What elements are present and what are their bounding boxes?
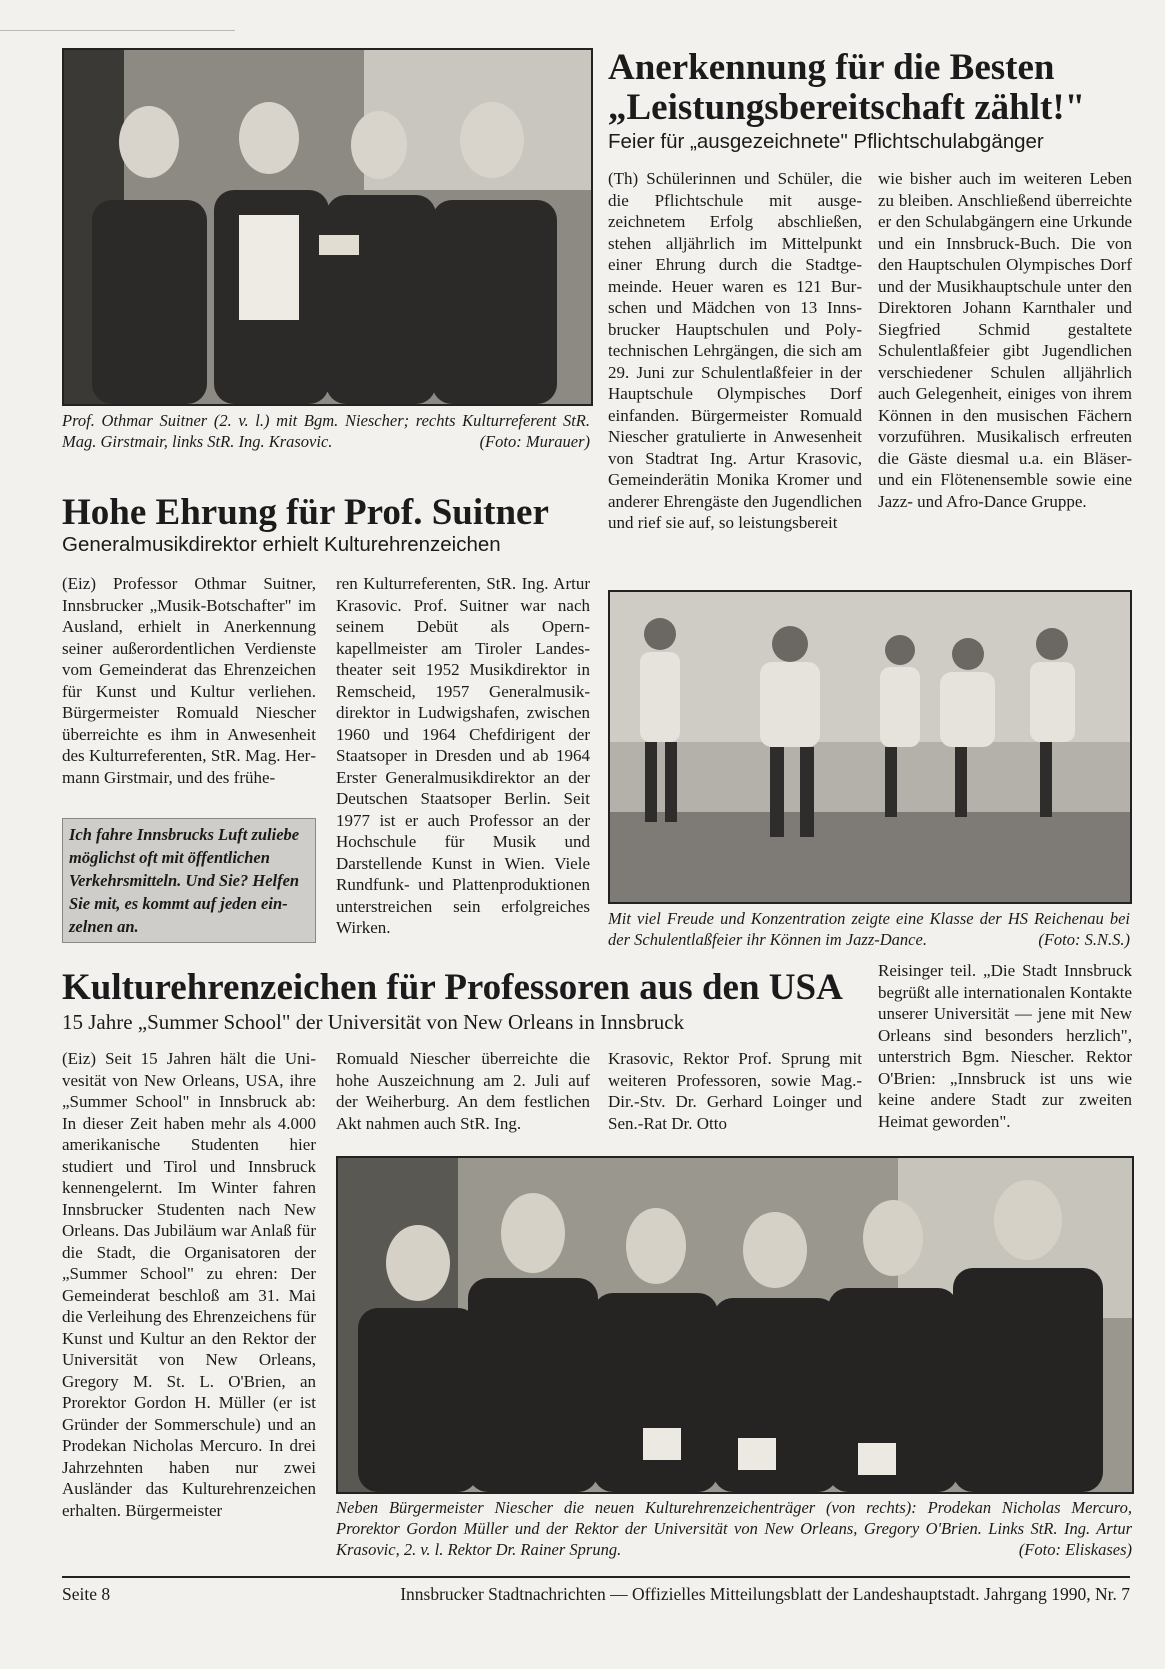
usa-column-1: (Eiz) Seit 15 Jahren hält die Univesität von New Orleans, USA, ihre „Summer School" in Innsbruck ab: In dieser Zeit haben mehr als 4.000 amerikanische Studenten hier studiert und Tirol und Innsbruck kennengelernt. Im Winter fahren Innsbrucker Studenten nach New Orleans. Das Jubiläum war Anlaß für die Stadt, die Organisatoren der „Summer School" zu ehren: Der Gemeinderat beschloß am 31. Mai die Verleihung des Ehrenzeichens für Kunst und Kultur an den Rektor der Universität von New Orleans, Gregory M. St. L. O'Brien, an Prorektor Gordon H. Müller (er ist Gründer der Sommerschule) und an Prodekan Nicholas Mercuro. In drei Jahrzehnten haben nur zwei Ausländer das Kulturehrenzeichen erhalten. Bürgermeister — [62, 1049, 316, 1520]
caption-suitner-text: Prof. Othmar Suitner (2. v. l.) mit Bgm. Niescher; rechts Kulturreferent StR. Mag. Girstmair, links StR. Ing. Krasovic. — [62, 411, 590, 451]
suitner-column-2: ren Kulturreferenten, StR. Ing. Artur Krasovic. Prof. Suitner war nach seinem Debüt als Opernkapellmeister am Tiroler Landestheater seit 1952 Musikdirektor in Remscheid, 1957 Generalmusikdirektor in Ludwigshafen, zwischen 1960 und 1964 Chefdirigent der Staatsoper in Dresden und ab 1964 Erster Generalmusikdirektor an der Deutschen Staatsoper Berlin. Seit 1977 ist er auch Professor an der Hochschule für Musik und Darstellende Kunst in Wien. Viele Rundfunk- und Plattenproduktionen unterstreichen sein erfolgreiches Wirken. — [336, 574, 590, 937]
usa-column-4: Reisinger teil. „Die Stadt Innsbruck begrüßt alle internationalen Kontakte unserer Universität — jene mit New Orleans sind besonders herzlich", unterstrich Bgm. Niescher. Rektor O'Brien: „Innsbruck ist uns wie keine andere Stadt zur zweiten Heimat geworden". — [878, 961, 1132, 1131]
besten-column-2: wie bisher auch im weiteren Leben zu bleiben. Anschließend überreichte er den Schulabgängern eine Urkunde und ein Innsbruck-Buch. Die von den Hauptschulen Olympisches Dorf und der Musikhauptschule unter den Direktoren Johann Karnthaler und Siegfried Schmid gestaltete Schulentlaßfeier gibt Jugendlichen verschiedener Schulen alljährlich auch Gelegenheit, einiges von ihrem Können in den musischen Fächern vorzuführen. Musikalisch erfreuten die Gäste diesmal u.a. ein Bläser- und ein Flötenensemble sowie eine Jazz- und Afro-Dance Gruppe. — [878, 169, 1132, 511]
photo-dance — [608, 590, 1132, 904]
headline-besten-line2: „Leistungsbereitschaft zählt!" — [608, 87, 1086, 128]
caption-dance-text: Mit viel Freude und Konzentration zeigte eine Klasse der HS Reichenau bei der Schulentlaßfeier ihr Können im Jazz-Dance. — [608, 909, 1130, 949]
caption-suitner — [62, 410, 590, 452]
caption-usa-credit: (Foto: Eliskases) — [1018, 1540, 1132, 1559]
headline-usa: Kulturehrenzeichen für Professoren aus den USA — [62, 967, 843, 1008]
caption-usa — [336, 1497, 1132, 1560]
caption-dance — [608, 908, 1130, 950]
photo-usa-illustration — [338, 1158, 1132, 1492]
photo-dance-illustration — [610, 592, 1130, 902]
headline-suitner: Hohe Ehrung für Prof. Suitner — [62, 492, 549, 533]
caption-dance-credit: (Foto: S.N.S.) — [1038, 930, 1130, 949]
suitner-column-1: (Eiz) Professor Othmar Suitner, Innsbrucker „Musik-Botschafter" im Ausland, erhielt in Anerkennung seiner außerordentlichen Verdienste vom Gemeinderat das Ehrenzeichen für Kunst und Kultur verliehen. Bürgermeister Romuald Niescher überreichte es ihm in Anwesenheit des Kulturreferenten, StR. Mag. Hermann Girstmair, und des frühe- — [62, 574, 316, 787]
caption-usa-text: Neben Bürgermeister Niescher die neuen Kulturehrenzeichenträger (von rechts): Prodekan Nicholas Mercuro, Prorektor Gordon Müller und der Rektor der Universität von New Orleans, Gregory O'Brien. Links StR. Ing. Artur Krasovic, 2. v. l. Rektor Dr. Rainer Sprung. — [336, 1498, 1132, 1559]
footer-rule — [62, 1576, 1130, 1578]
usa-column-2: Romuald Niescher überreichte die hohe Auszeichnung am 2. Juli auf der Weiherburg. An dem festlichen Akt nahmen auch StR. Ing. — [336, 1049, 590, 1133]
headline-besten-line1: Anerkennung für die Besten — [608, 47, 1055, 88]
top-rule — [0, 30, 235, 31]
photo-suitner-illustration — [64, 50, 591, 404]
photo-usa — [336, 1156, 1134, 1494]
subheadline-usa: 15 Jahre „Summer School" der Universität von New Orleans in Innsbruck — [62, 1010, 685, 1034]
besten-column-1: (Th) Schülerinnen und Schüler, die die Pflichtschule mit ausgezeichnetem Erfolg abschließen, stehen alljährlich im Mittelpunkt einer Ehrung durch die Stadtgemeinde. Heuer waren es 121 Burschen und Mädchen von 13 Innsbrucker Hauptschulen und Polytechnischen Lehrgängen, die sich am 29. Juni zur Schulentlaßfeier in der Hauptschule Olympisches Dorf einfanden. Bürgermeister Romuald Niescher gratulierte in Anwesenheit von Stadtrat Ing. Artur Krasovic, Gemeinderätin Monika Kromer und anderer Ehrengäste den Jugendlichen und rief sie auf, so leistungsbereit — [608, 169, 862, 532]
transit-notice-box: Ich fahre Innsbrucks Luft zuliebe möglichst oft mit öffentlichen Verkehrsmitteln. Und Sie? Helfen Sie mit, es kommt auf jeden einzelnen an. — [62, 818, 316, 943]
subheadline-suitner: Generalmusikdirektor erhielt Kulturehrenzeichen — [62, 533, 501, 556]
caption-suitner-credit: (Foto: Murauer) — [479, 432, 590, 451]
photo-suitner — [62, 48, 593, 406]
footer-publication: Innsbrucker Stadtnachrichten — Offizielles Mitteilungsblatt der Landeshauptstadt. Jahrgang 1990, Nr. 7 — [400, 1584, 1130, 1604]
footer-page-number: Seite 8 — [62, 1584, 111, 1604]
usa-column-3: Krasovic, Rektor Prof. Sprung mit weiteren Professoren, sowie Mag.-Dir.-Stv. Dr. Gerhard Loinger und Sen.-Rat Dr. Otto — [608, 1049, 862, 1133]
subheadline-besten: Feier für „ausgezeichnete" Pflichtschulabgänger — [608, 130, 1044, 153]
